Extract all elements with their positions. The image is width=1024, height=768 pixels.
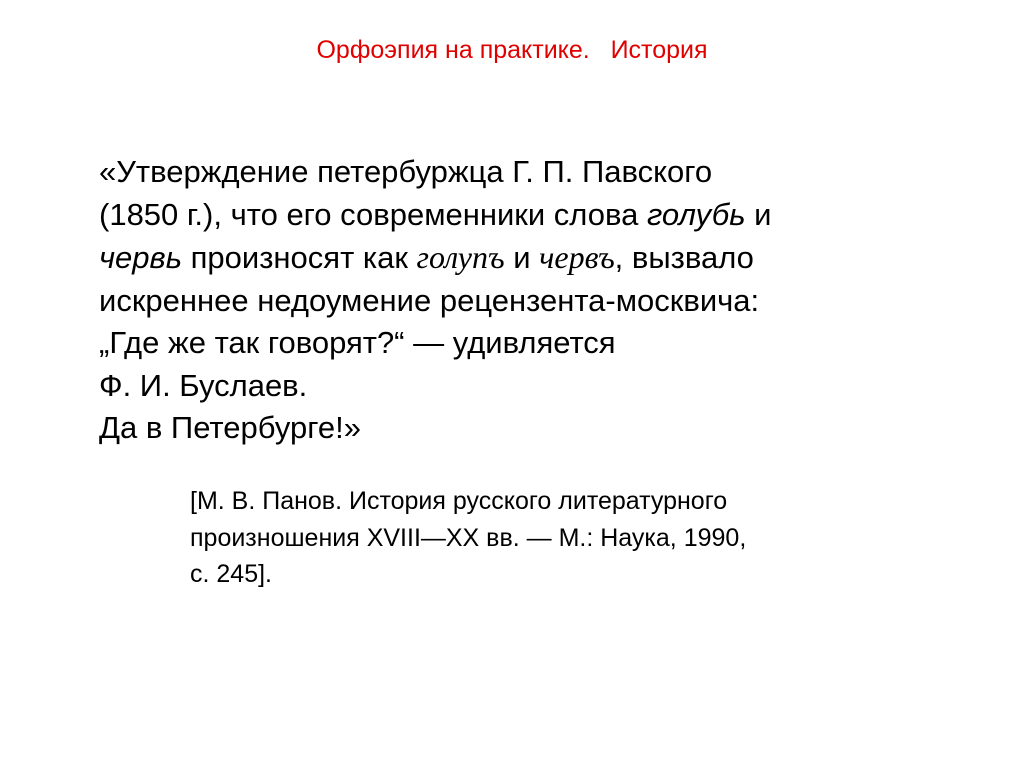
quote-text: (1850 г.), что его современники слова xyxy=(99,196,647,232)
quote-line-7: Да в Петербурге!» xyxy=(99,410,361,445)
quote-text: произносят как xyxy=(182,240,417,275)
quote-line-2 xyxy=(99,194,999,237)
slide-title: Орфоэпия на практике. История xyxy=(316,36,708,64)
citation-line-2: произношения XVIII—XX вв. — М.: Наука, 1990, xyxy=(190,523,747,552)
quote-word-cherv-old: червъ xyxy=(539,239,615,275)
quote-line-4: искреннее недоумение рецензента-москвича: xyxy=(99,282,760,318)
citation-line-1: [М. В. Панов. История русского литературного xyxy=(190,487,728,515)
citation-line-3: с. 245]. xyxy=(190,560,272,588)
citation-block xyxy=(190,483,990,593)
quote-word-cherv: червь xyxy=(99,240,183,275)
quote-text: и xyxy=(504,240,540,275)
quote-text: и xyxy=(745,196,772,232)
quote-line-3 xyxy=(99,236,999,280)
quote-word-golub: голубь xyxy=(646,196,746,232)
quote-block xyxy=(99,151,999,450)
quote-text: , вызвало xyxy=(614,240,754,275)
quote-line-1: «Утверждение петербуржца Г. П. Павского xyxy=(99,154,713,189)
quote-line-5: „Где же так говорят?“ — удивляется xyxy=(99,325,616,360)
quote-word-golup-old: голупъ xyxy=(416,239,505,275)
quote-line-6: Ф. И. Буслаев. xyxy=(99,367,308,403)
